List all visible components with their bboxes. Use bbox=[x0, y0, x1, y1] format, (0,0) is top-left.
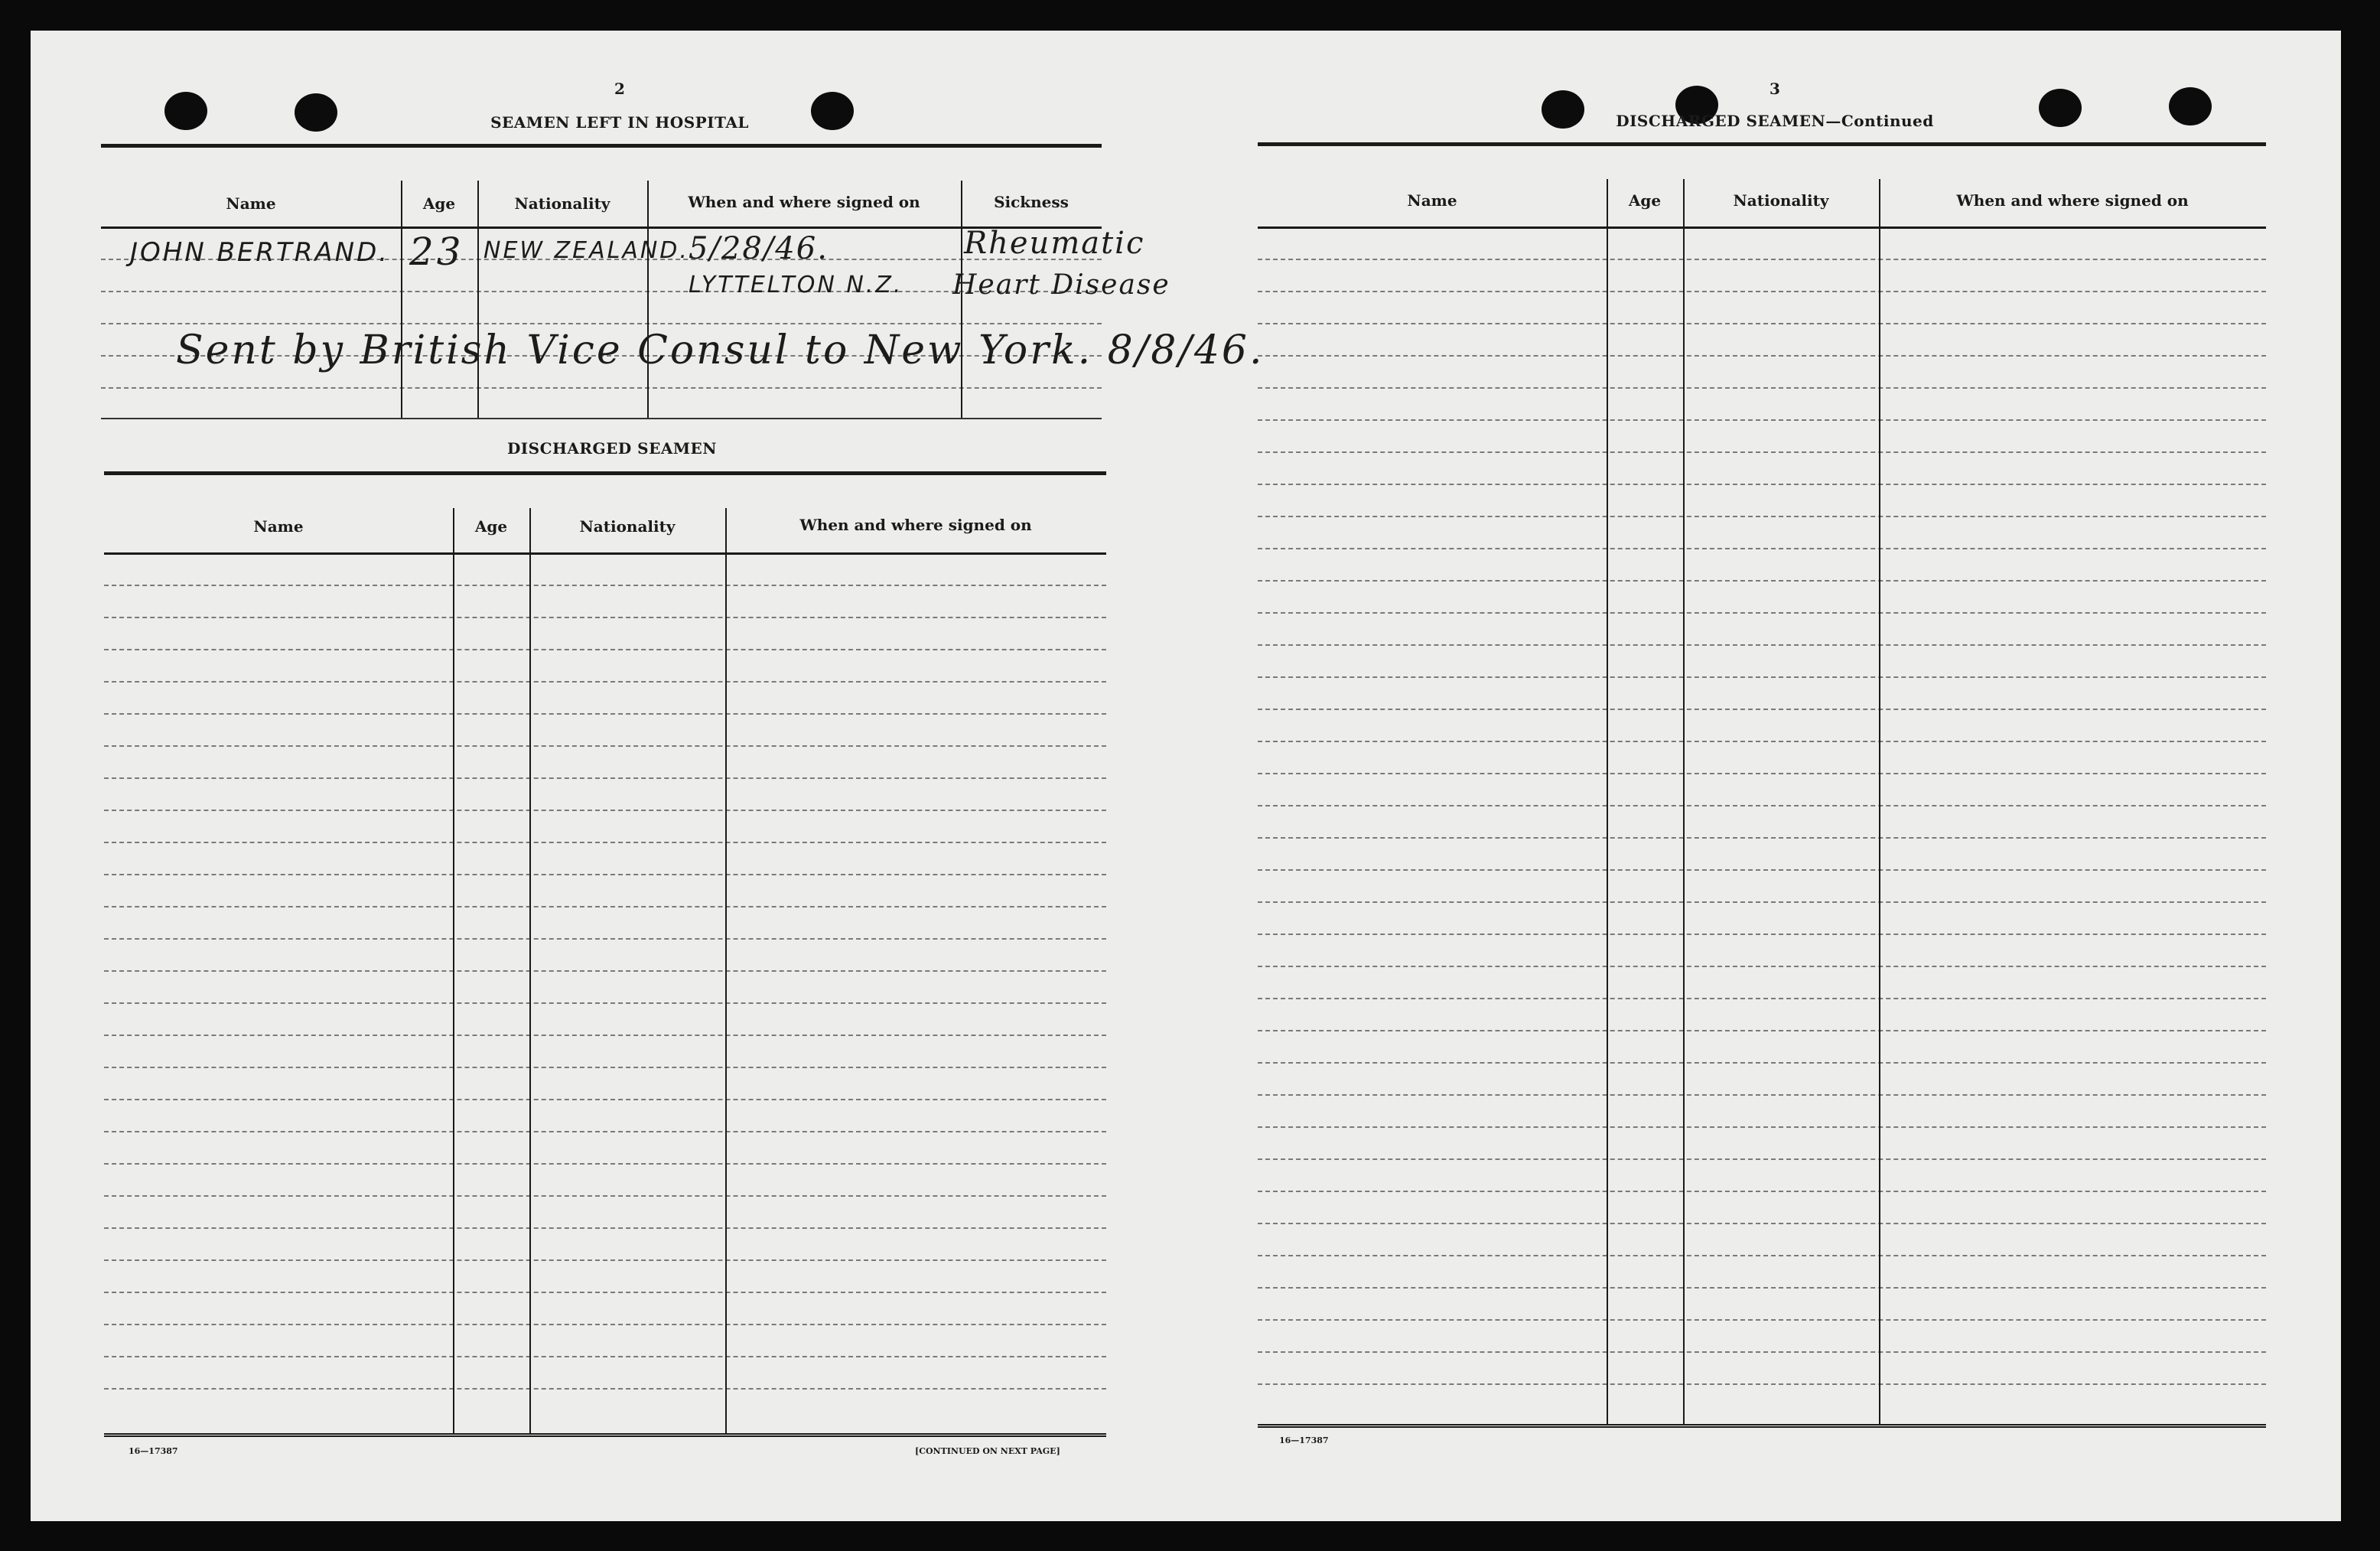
signed-on-place: LYTTELTON N.Z. bbox=[689, 272, 903, 298]
col-header-name: Name bbox=[226, 194, 276, 213]
page-number-left: 2 bbox=[614, 80, 625, 98]
form-code-left: 16—17387 bbox=[129, 1446, 178, 1456]
discharged-continued-table bbox=[1258, 142, 2266, 1428]
hospital-note: Sent by British Vice Consul to New York. 8/8/46. bbox=[176, 327, 1265, 373]
col-header-signed-on: When and where signed on bbox=[1956, 191, 2189, 210]
punch-hole bbox=[295, 93, 337, 132]
col-header-nationality: Nationality bbox=[579, 517, 676, 536]
col-header-name: Name bbox=[253, 517, 304, 536]
continued-note: [CONTINUED ON NEXT PAGE] bbox=[915, 1446, 1060, 1456]
hospital-table bbox=[101, 144, 1102, 419]
col-header-nationality: Nationality bbox=[514, 194, 610, 213]
form-code-right: 16—17387 bbox=[1279, 1435, 1329, 1445]
punch-hole bbox=[164, 92, 207, 130]
col-header-age: Age bbox=[474, 517, 508, 536]
sickness-line-2: Heart Disease bbox=[952, 269, 1170, 301]
seaman-name: JOHN BERTRAND. bbox=[130, 237, 390, 268]
col-header-age: Age bbox=[422, 194, 456, 213]
discharged-table bbox=[104, 471, 1106, 1437]
page-number-right: 3 bbox=[1770, 80, 1780, 98]
punch-hole bbox=[811, 92, 854, 130]
col-header-sickness: Sickness bbox=[994, 193, 1069, 211]
punch-hole bbox=[2169, 87, 2212, 125]
signed-on-date: 5/28/46. bbox=[689, 231, 829, 266]
col-header-signed-on: When and where signed on bbox=[688, 193, 920, 211]
seaman-nationality: NEW ZEALAND. bbox=[483, 237, 689, 264]
discharged-continued-title: DISCHARGED SEAMEN—Continued bbox=[1616, 112, 1934, 130]
col-header-age: Age bbox=[1628, 191, 1662, 210]
punch-hole bbox=[2039, 89, 2082, 127]
seaman-age: 23 bbox=[409, 230, 464, 274]
col-header-nationality: Nationality bbox=[1733, 191, 1829, 210]
discharged-section-title: DISCHARGED SEAMEN bbox=[506, 439, 718, 458]
col-header-signed-on: When and where signed on bbox=[799, 516, 1032, 534]
hospital-section-title: SEAMEN LEFT IN HOSPITAL bbox=[490, 113, 749, 132]
document-paper bbox=[31, 31, 2341, 1521]
col-header-name: Name bbox=[1407, 191, 1457, 210]
sickness-line-1: Rheumatic bbox=[964, 226, 1145, 261]
